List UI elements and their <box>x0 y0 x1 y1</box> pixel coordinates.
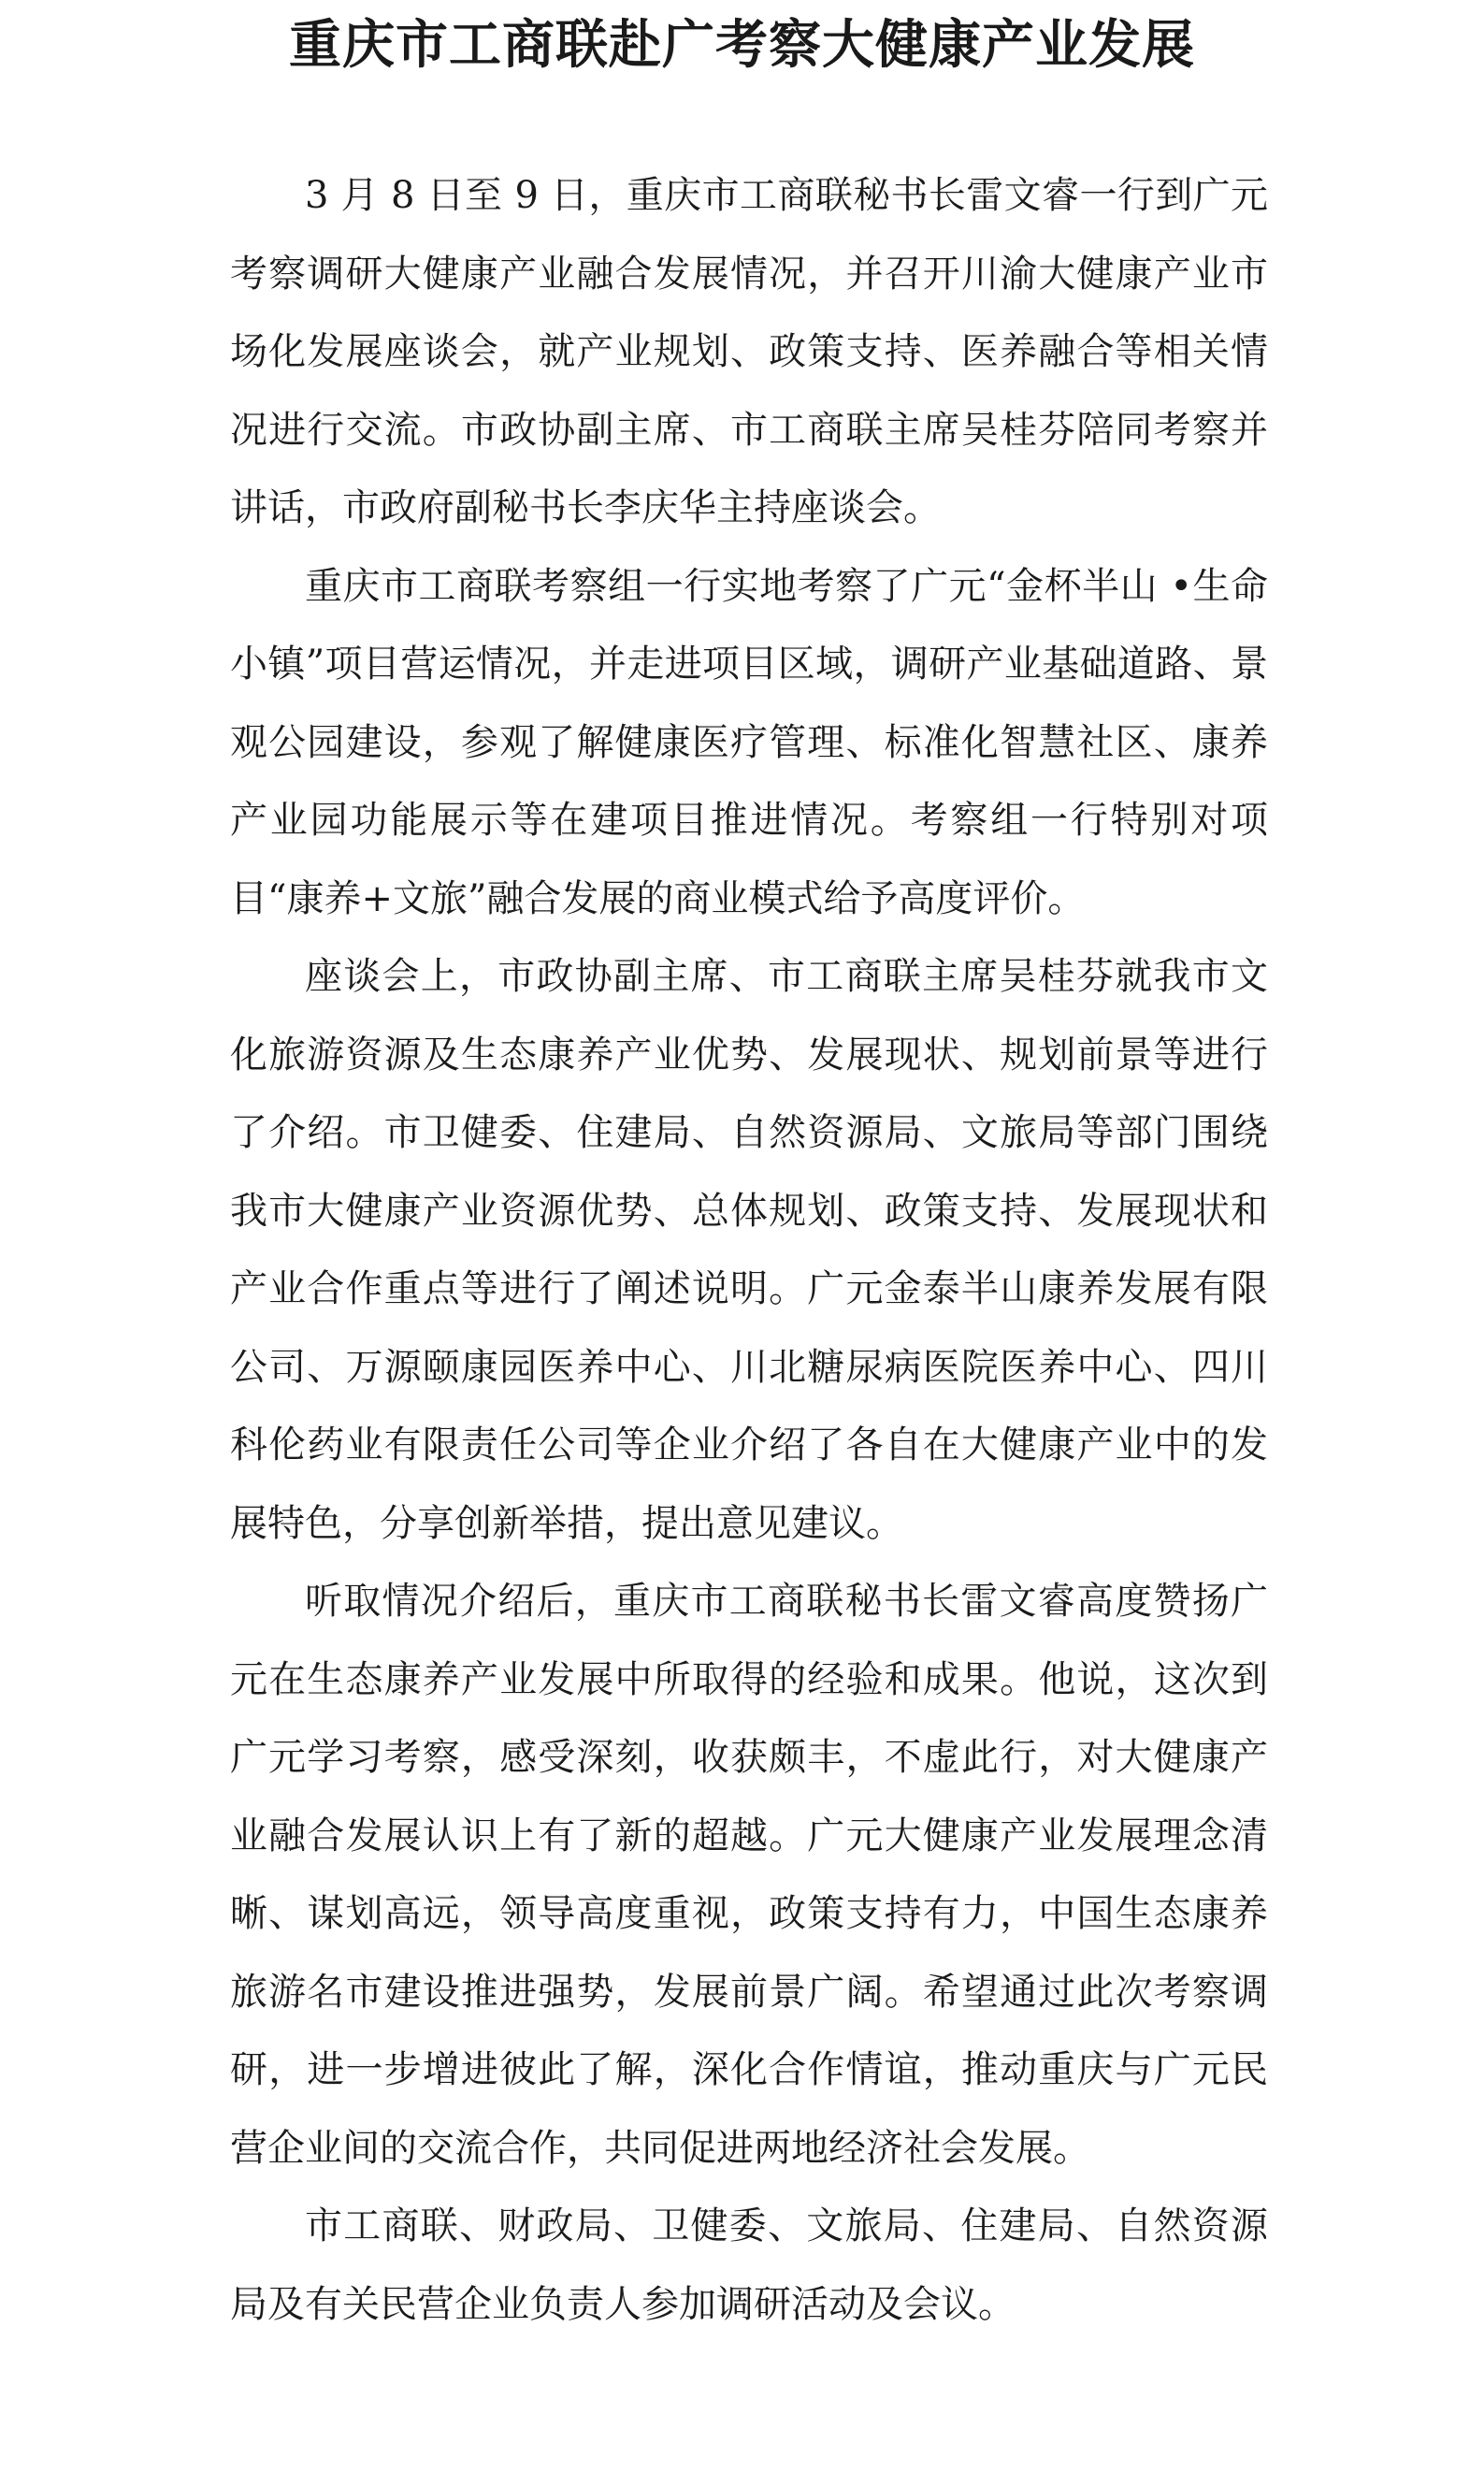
paragraph-5: 市工商联、财政局、卫健委、文旅局、住建局、自然资源局及有关民营企业负责人参加调研活动及会议。 <box>230 2204 1268 2326</box>
paragraph-3: 座谈会上，市政协副主席、市工商联主席吴桂芬就我市文化旅游资源及生态康养产业优势、发展现状、规划前景等进行了介绍。市卫健委、住建局、自然资源局、文旅局等部门围绕我市大健康产业资源优势、总体规划、政策支持、发展现状和产业合作重点等进行了阐述说明。广元金泰半山康养发展有限公司、万源颐康园医养中心、川北糖尿病医院医养中心、四川科伦药业有限责任公司等企业介绍了各自在大健康产业中的发展特色，分享创新举措，提出意见建议。 <box>230 955 1268 1545</box>
article-title: 重庆市工商联赴广考察大健康产业发展 <box>289 14 1195 76</box>
paragraph-1: 3 月 8 日至 9 日，重庆市工商联秘书长雷文睿一行到广元考察调研大健康产业融合发展情况，并召开川渝大健康产业市场化发展座谈会，就产业规划、政策支持、医养融合等相关情况进行交流。市政协副主席、市工商联主席吴桂芬陪同考察并讲话，市政府副秘书长李庆华主持座谈会。 <box>230 174 1268 529</box>
paragraph-2: 重庆市工商联考察组一行实地考察了广元“金杯半山 •生命小镇”项目营运情况，并走进项目区域，调研产业基础道路、景观公园建设，参观了解健康医疗管理、标准化智慧社区、康养产业园功能展示等在建项目推进情况。考察组一行特别对项目“康养+文旅”融合发展的商业模式给予高度评价。 <box>230 564 1268 920</box>
article-body <box>230 157 1268 2344</box>
paragraph-4: 听取情况介绍后，重庆市工商联秘书长雷文睿高度赞扬广元在生态康养产业发展中所取得的经验和成果。他说，这次到广元学习考察，感受深刻，收获颇丰，不虚此行，对大健康产业融合发展认识上有了新的超越。广元大健康产业发展理念清晰、谋划高远，领导高度重视，政策支持有力，中国生态康养旅游名市建设推进强势，发展前景广阔。希望通过此次考察调研，进一步增进彼此了解，深化合作情谊，推动重庆与广元民营企业间的交流合作，共同促进两地经济社会发展。 <box>230 1580 1268 2170</box>
